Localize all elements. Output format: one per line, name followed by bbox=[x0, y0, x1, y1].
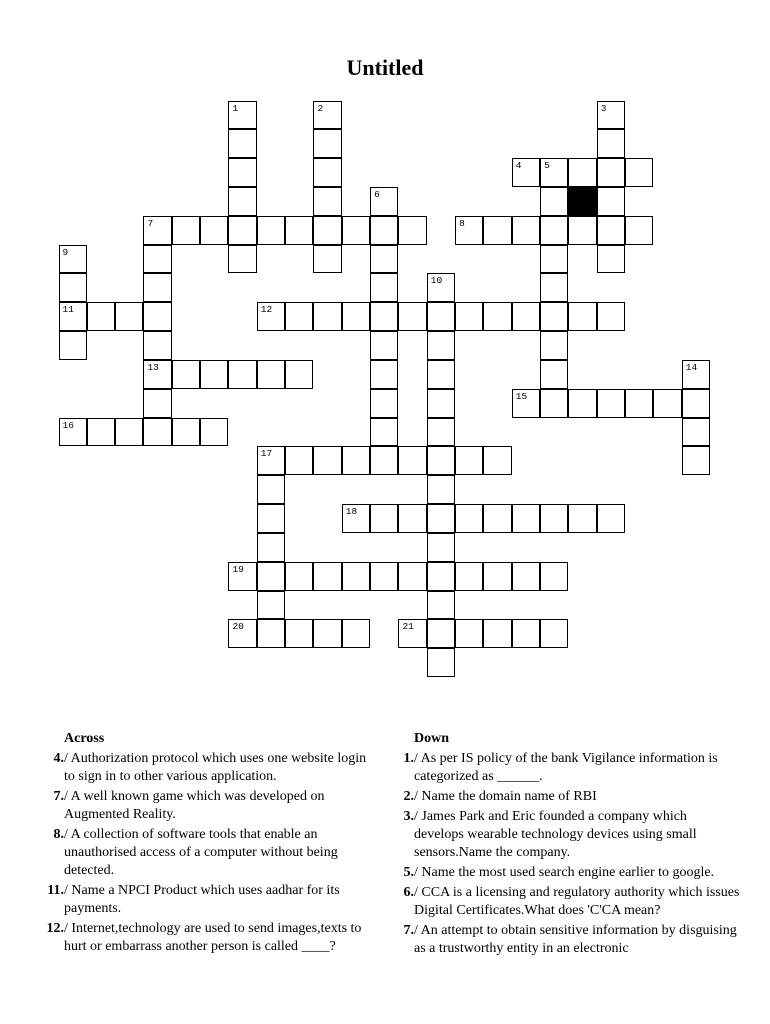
black-cell bbox=[568, 187, 596, 216]
grid-cell[interactable] bbox=[370, 245, 398, 274]
grid-cell[interactable] bbox=[455, 302, 483, 331]
down-clue bbox=[390, 750, 740, 786]
grid-cell[interactable] bbox=[228, 101, 256, 130]
grid-cell[interactable] bbox=[540, 302, 568, 331]
grid-cell[interactable] bbox=[228, 619, 256, 648]
grid-cell[interactable] bbox=[257, 475, 285, 504]
grid-cell[interactable] bbox=[143, 216, 171, 245]
clue-text: / Name a NPCI Product which uses aadhar for its payments. bbox=[64, 883, 340, 916]
cell-number: 4 bbox=[515, 160, 522, 172]
grid-cell[interactable] bbox=[342, 504, 370, 533]
grid-cell[interactable] bbox=[285, 446, 313, 475]
grid-cell[interactable] bbox=[427, 273, 455, 302]
clue-number: 7. bbox=[53, 789, 64, 804]
grid-cell[interactable] bbox=[285, 360, 313, 389]
grid-cell[interactable] bbox=[427, 591, 455, 620]
grid-cell[interactable] bbox=[228, 187, 256, 216]
grid-cell[interactable] bbox=[59, 273, 87, 302]
grid-cell[interactable] bbox=[512, 302, 540, 331]
grid-cell[interactable] bbox=[540, 245, 568, 274]
cell-number: 15 bbox=[515, 390, 528, 402]
grid-cell[interactable] bbox=[143, 360, 171, 389]
grid-cell[interactable] bbox=[568, 504, 596, 533]
cell-number: 10 bbox=[430, 275, 443, 287]
grid-cell[interactable] bbox=[455, 446, 483, 475]
grid-cell[interactable] bbox=[597, 389, 625, 418]
grid-cell[interactable] bbox=[370, 187, 398, 216]
cell-number: 11 bbox=[62, 304, 74, 316]
grid-cell[interactable] bbox=[370, 389, 398, 418]
grid-cell[interactable] bbox=[228, 216, 256, 245]
grid-cell[interactable] bbox=[257, 562, 285, 591]
grid-cell[interactable] bbox=[540, 331, 568, 360]
grid-cell[interactable] bbox=[597, 187, 625, 216]
down-clue bbox=[390, 788, 740, 806]
grid-cell[interactable] bbox=[370, 273, 398, 302]
cell-number: 21 bbox=[402, 621, 414, 633]
cell-number: 6 bbox=[374, 188, 380, 200]
cell-number: 5 bbox=[544, 160, 550, 172]
cell-number: 12 bbox=[260, 304, 273, 316]
grid-cell[interactable] bbox=[285, 562, 313, 591]
grid-cell[interactable] bbox=[540, 619, 568, 648]
grid-cell[interactable] bbox=[257, 533, 285, 562]
clue-text: / As per IS policy of the bank Vigilance information is categorized as ______. bbox=[414, 751, 718, 784]
grid-cell[interactable] bbox=[427, 475, 455, 504]
cell-number: 7 bbox=[147, 217, 154, 229]
cell-number: 13 bbox=[147, 361, 159, 373]
grid-cell[interactable] bbox=[512, 619, 540, 648]
grid-cell[interactable] bbox=[257, 591, 285, 620]
grid-cell[interactable] bbox=[370, 446, 398, 475]
grid-cell[interactable] bbox=[313, 216, 341, 245]
grid-cell[interactable] bbox=[172, 360, 200, 389]
cell-number: 20 bbox=[232, 621, 244, 633]
grid-cell[interactable] bbox=[427, 533, 455, 562]
grid-cell[interactable] bbox=[59, 245, 87, 274]
grid-cell[interactable] bbox=[483, 504, 511, 533]
across-heading: Across bbox=[64, 731, 105, 746]
grid-cell[interactable] bbox=[257, 619, 285, 648]
clue-number: 2. bbox=[403, 789, 414, 804]
grid-cell[interactable] bbox=[455, 504, 483, 533]
grid-cell[interactable] bbox=[427, 619, 455, 648]
grid-cell[interactable] bbox=[313, 187, 341, 216]
grid-cell[interactable] bbox=[427, 446, 455, 475]
grid-cell[interactable] bbox=[115, 418, 143, 447]
clue-number: 6. bbox=[403, 885, 414, 900]
grid-cell[interactable] bbox=[342, 216, 370, 245]
grid-cell[interactable] bbox=[625, 389, 653, 418]
grid-cell[interactable] bbox=[172, 216, 200, 245]
grid-cell[interactable] bbox=[143, 389, 171, 418]
clue-text: / Authorization protocol which uses one website login to sign in to other various application. bbox=[64, 751, 367, 784]
grid-cell[interactable] bbox=[427, 418, 455, 447]
clue-number: 3. bbox=[403, 809, 414, 824]
grid-cell[interactable] bbox=[682, 389, 710, 418]
grid-cell[interactable] bbox=[200, 216, 228, 245]
grid-cell[interactable] bbox=[228, 129, 256, 158]
grid-cell[interactable] bbox=[682, 446, 710, 475]
clue-number: 4. bbox=[53, 751, 64, 766]
grid-cell[interactable] bbox=[370, 504, 398, 533]
clue-text: / Internet,technology are used to send images,texts to hurt or embarrass another person is called ____? bbox=[64, 921, 362, 954]
grid-cell[interactable] bbox=[568, 158, 596, 187]
clue-number: 11. bbox=[47, 883, 64, 898]
cell-number: 14 bbox=[685, 361, 698, 373]
grid-cell[interactable] bbox=[228, 562, 256, 591]
clue-text: / A collection of software tools that enable an unauthorised access of a computer without being detected. bbox=[64, 827, 338, 878]
grid-cell[interactable] bbox=[257, 446, 285, 475]
grid-cell[interactable] bbox=[313, 245, 341, 274]
grid-cell[interactable] bbox=[342, 562, 370, 591]
grid-cell[interactable] bbox=[568, 302, 596, 331]
grid-cell[interactable] bbox=[313, 562, 341, 591]
grid-cell[interactable] bbox=[313, 101, 341, 130]
grid-cell[interactable] bbox=[483, 302, 511, 331]
grid-cell[interactable] bbox=[398, 504, 426, 533]
grid-cell[interactable] bbox=[228, 158, 256, 187]
cell-number: 8 bbox=[459, 217, 465, 229]
grid-cell[interactable] bbox=[370, 302, 398, 331]
cell-number: 1 bbox=[232, 102, 239, 114]
grid-cell[interactable] bbox=[455, 619, 483, 648]
grid-cell[interactable] bbox=[540, 389, 568, 418]
clue-text: / CCA is a licensing and regulatory authority which issues Digital Certificates.What does 'C'CA mean? bbox=[414, 885, 740, 918]
grid-cell[interactable] bbox=[313, 158, 341, 187]
grid-cell[interactable] bbox=[625, 216, 653, 245]
down-clue bbox=[390, 808, 740, 862]
clue-text: / A well known game which was developed on Augmented Reality. bbox=[64, 789, 325, 822]
grid-cell[interactable] bbox=[597, 101, 625, 130]
cell-number: 18 bbox=[345, 506, 358, 518]
grid-cell[interactable] bbox=[398, 446, 426, 475]
clue-number: 5. bbox=[403, 865, 414, 880]
grid-cell[interactable] bbox=[87, 418, 115, 447]
across-clues bbox=[40, 730, 370, 958]
grid-cell[interactable] bbox=[313, 129, 341, 158]
clue-number: 8. bbox=[53, 827, 64, 842]
page-title: Untitled bbox=[346, 55, 424, 80]
clue-text: / An attempt to obtain sensitive information by disguising as a trustworthy entity in an electronic bbox=[414, 923, 737, 956]
cell-number: 16 bbox=[62, 419, 74, 431]
grid-cell[interactable] bbox=[370, 562, 398, 591]
grid-cell[interactable] bbox=[285, 619, 313, 648]
grid-cell[interactable] bbox=[540, 216, 568, 245]
across-clue bbox=[40, 826, 370, 880]
cell-number: 19 bbox=[232, 563, 244, 575]
clue-number: 1. bbox=[403, 751, 414, 766]
grid-cell[interactable] bbox=[540, 360, 568, 389]
down-clue bbox=[390, 864, 740, 882]
grid-cell[interactable] bbox=[257, 216, 285, 245]
grid-cell[interactable] bbox=[427, 648, 455, 677]
grid-cell[interactable] bbox=[597, 245, 625, 274]
grid-cell[interactable] bbox=[682, 360, 710, 389]
grid-cell[interactable] bbox=[483, 619, 511, 648]
grid-cell[interactable] bbox=[115, 302, 143, 331]
clue-number: 7. bbox=[403, 923, 414, 938]
grid-cell[interactable] bbox=[597, 216, 625, 245]
across-clue bbox=[40, 882, 370, 918]
grid-cell[interactable] bbox=[200, 418, 228, 447]
grid-cell[interactable] bbox=[87, 302, 115, 331]
grid-cell[interactable] bbox=[625, 158, 653, 187]
cell-number: 3 bbox=[600, 102, 607, 114]
grid-cell[interactable] bbox=[682, 418, 710, 447]
down-heading: Down bbox=[414, 731, 450, 746]
grid-cell[interactable] bbox=[59, 418, 87, 447]
grid-cell[interactable] bbox=[143, 245, 171, 274]
grid-cell[interactable] bbox=[483, 562, 511, 591]
grid-cell[interactable] bbox=[512, 158, 540, 187]
grid-cell[interactable] bbox=[143, 418, 171, 447]
grid-cell[interactable] bbox=[568, 216, 596, 245]
clue-number: 12. bbox=[46, 921, 64, 936]
clue-text: / James Park and Eric founded a company which develops wearable technology devices using small sensors.Name the company. bbox=[414, 809, 697, 860]
grid-cell[interactable] bbox=[370, 418, 398, 447]
grid-cell[interactable] bbox=[200, 360, 228, 389]
grid-cell[interactable] bbox=[512, 389, 540, 418]
grid-cell[interactable] bbox=[597, 504, 625, 533]
grid-cell[interactable] bbox=[59, 302, 87, 331]
grid-cell[interactable] bbox=[427, 389, 455, 418]
grid-cell[interactable] bbox=[653, 389, 681, 418]
grid-cell[interactable] bbox=[483, 446, 511, 475]
clue-text: / Name the most used search engine earlier to google. bbox=[414, 865, 715, 880]
grid-cell[interactable] bbox=[427, 331, 455, 360]
grid-cell[interactable] bbox=[512, 562, 540, 591]
grid-cell[interactable] bbox=[228, 245, 256, 274]
grid-cell[interactable] bbox=[143, 331, 171, 360]
grid-cell[interactable] bbox=[398, 216, 426, 245]
grid-cell[interactable] bbox=[597, 158, 625, 187]
grid-cell[interactable] bbox=[342, 619, 370, 648]
grid-cell[interactable] bbox=[313, 446, 341, 475]
grid-cell[interactable] bbox=[228, 360, 256, 389]
grid-cell[interactable] bbox=[398, 619, 426, 648]
grid-cell[interactable] bbox=[597, 129, 625, 158]
cell-number: 9 bbox=[62, 246, 69, 258]
grid-cell[interactable] bbox=[512, 216, 540, 245]
grid-cell[interactable] bbox=[540, 187, 568, 216]
cell-number: 17 bbox=[260, 448, 273, 460]
grid-cell[interactable] bbox=[427, 302, 455, 331]
grid-cell[interactable] bbox=[398, 302, 426, 331]
grid-cell[interactable] bbox=[143, 273, 171, 302]
grid-cell[interactable] bbox=[540, 273, 568, 302]
grid-cell[interactable] bbox=[540, 504, 568, 533]
grid-cell[interactable] bbox=[172, 418, 200, 447]
grid-cell[interactable] bbox=[370, 360, 398, 389]
grid-cell[interactable] bbox=[285, 302, 313, 331]
grid-cell[interactable] bbox=[483, 216, 511, 245]
grid-cell[interactable] bbox=[540, 562, 568, 591]
grid-cell[interactable] bbox=[597, 302, 625, 331]
across-clue bbox=[40, 788, 370, 824]
grid-cell[interactable] bbox=[427, 504, 455, 533]
grid-cell[interactable] bbox=[455, 216, 483, 245]
clue-text: / Name the domain name of RBI bbox=[414, 789, 597, 804]
grid-cell[interactable] bbox=[257, 504, 285, 533]
grid-cell[interactable] bbox=[285, 216, 313, 245]
down-clue bbox=[390, 884, 740, 920]
across-clue bbox=[40, 920, 370, 956]
across-clue bbox=[40, 750, 370, 786]
grid-cell[interactable] bbox=[427, 562, 455, 591]
grid-cell[interactable] bbox=[370, 331, 398, 360]
grid-cell[interactable] bbox=[342, 446, 370, 475]
grid-cell[interactable] bbox=[313, 619, 341, 648]
grid-cell[interactable] bbox=[568, 389, 596, 418]
grid-cell[interactable] bbox=[257, 302, 285, 331]
grid-cell[interactable] bbox=[143, 302, 171, 331]
down-clue bbox=[390, 922, 740, 958]
grid-cell[interactable] bbox=[370, 216, 398, 245]
cell-number: 2 bbox=[317, 102, 324, 114]
grid-cell[interactable] bbox=[512, 504, 540, 533]
grid-cell[interactable] bbox=[59, 331, 87, 360]
down-clues bbox=[390, 730, 740, 960]
grid-cell[interactable] bbox=[540, 158, 568, 187]
grid-cell[interactable] bbox=[398, 562, 426, 591]
grid-cell[interactable] bbox=[455, 562, 483, 591]
grid-cell[interactable] bbox=[427, 360, 455, 389]
grid-cell[interactable] bbox=[313, 302, 341, 331]
grid-cell[interactable] bbox=[342, 302, 370, 331]
grid-cell[interactable] bbox=[257, 360, 285, 389]
